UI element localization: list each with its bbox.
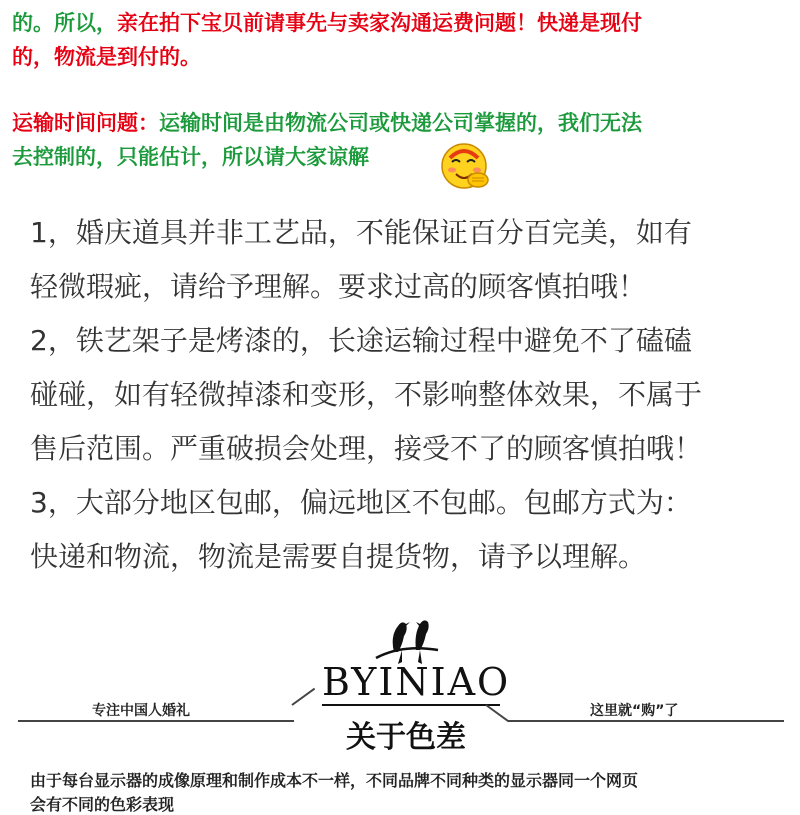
transport-notice-line-1 [12, 106, 642, 140]
terms-line: 1，婚庆道具并非工艺品，不能保证百分百完美，如有 [30, 216, 692, 249]
terms-line: 碰碰，如有轻微掉漆和变形，不影响整体效果，不属于 [30, 378, 703, 411]
shipping-notice-text: 亲在拍下宝贝前请事先与卖家沟通运费问题！快递是现付 [117, 10, 642, 35]
terms-line: 快递和物流，物流是需要自提货物，请予以理解。 [30, 540, 647, 573]
brand-underline [322, 704, 500, 706]
color-difference-paragraph: 由于每台显示器的成像原理和制作成本不一样，不同品牌不同种类的显示器同一个网页 [30, 771, 639, 790]
transport-notice-line-2 [12, 140, 642, 174]
left-tagline: 专注中国人婚礼 [92, 703, 190, 719]
transport-notice-text-1: 运输时间是由物流公司或快递公司掌握的，我们无法 [159, 110, 642, 135]
shipping-notice-line-1 [12, 6, 642, 40]
brand-name: BYINIAO [322, 660, 511, 704]
transport-notice-text-2: 去控制的，只能估计，所以请大家谅解 [12, 144, 369, 169]
left-divider [18, 720, 294, 722]
brand-banner [0, 600, 800, 755]
right-tagline: 这里就“购”了 [590, 703, 679, 719]
right-divider [508, 720, 784, 722]
left-divider-slant [291, 688, 315, 706]
terms-list [30, 206, 702, 584]
section-title: 关于色差 [346, 720, 466, 755]
terms-line: 3，大部分地区包邮，偏远地区不包邮。包邮方式为： [30, 486, 692, 519]
shipping-notice-lead: 的。所以， [12, 10, 117, 35]
shipping-notice-line-2: 的，物流是到付的。 [12, 44, 201, 69]
terms-line: 轻微瑕疵，请给予理解。要求过高的顾客慎拍哦！ [30, 270, 647, 303]
color-difference-partial-line: 会有不同的色彩表现 [30, 795, 175, 814]
terms-line: 售后范围。严重破损会处理，接受不了的顾客慎拍哦！ [30, 432, 703, 465]
terms-line: 2，铁艺架子是烤漆的，长途运输过程中避免不了磕磕 [30, 324, 692, 357]
smiley-hand-over-mouth-icon [438, 138, 494, 194]
transport-notice [12, 106, 642, 174]
birds-on-branch-logo [372, 606, 442, 666]
right-divider-slant [485, 704, 509, 722]
shipping-notice [12, 6, 642, 74]
transport-notice-label: 运输时间问题： [12, 110, 159, 135]
